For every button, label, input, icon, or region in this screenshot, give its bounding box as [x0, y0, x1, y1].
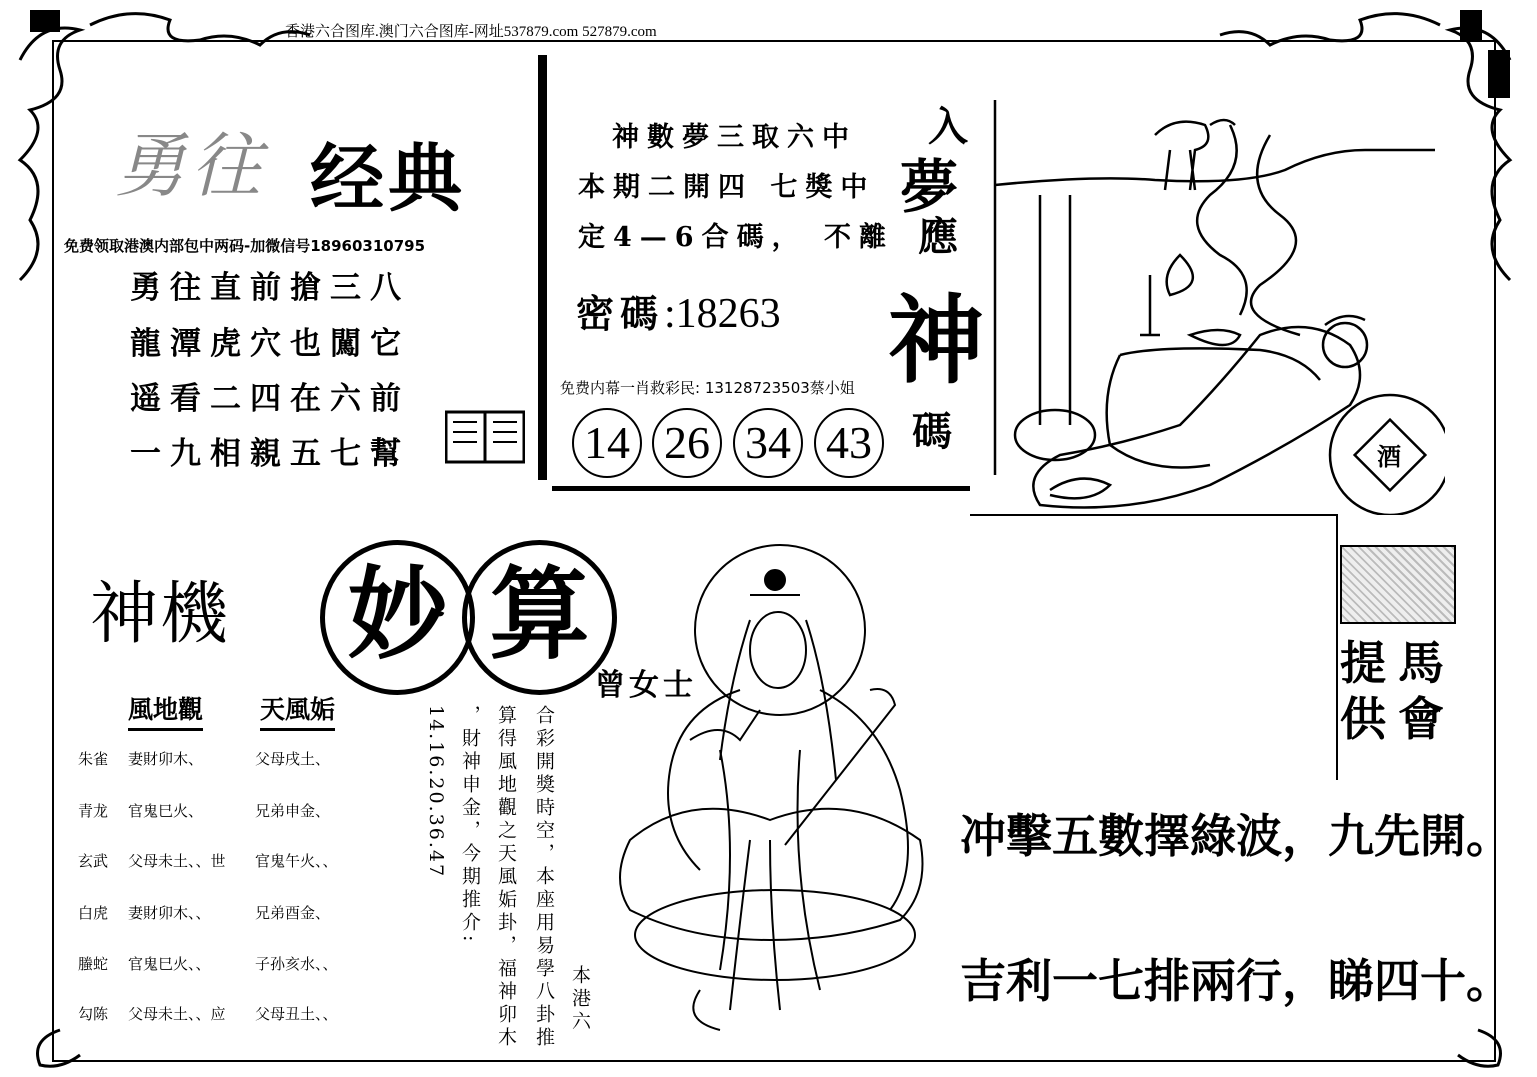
mahui-block — [1340, 635, 1458, 755]
dream-line: 本期二開四 七獎中 — [578, 172, 876, 203]
poem-line: 龍潭虎穴也闖它 — [130, 326, 410, 362]
gua-cell: 妻財卯木、、 — [128, 904, 211, 922]
mima-label: 密碼 — [576, 291, 665, 336]
divider-vertical — [538, 55, 547, 480]
mima-value: :18263 — [664, 291, 781, 337]
vertical-title-char: 入 — [928, 103, 968, 150]
panel-divider — [970, 514, 1338, 516]
suan-circle: 算 — [462, 540, 617, 695]
gua-cell: 妻財卯木、 — [128, 750, 204, 768]
mahui-char: 馬 — [1398, 636, 1444, 690]
vertical-title-char: 碼 — [912, 408, 952, 455]
dream-line: 定4—6合碼， 不離 — [578, 222, 894, 253]
gua-cell: 子孙亥水、、 — [255, 955, 338, 973]
shenji-title: 神機 — [90, 575, 231, 654]
miao-circle: 妙 — [320, 540, 475, 695]
author-name: 曾女士 — [595, 668, 697, 703]
illustration-deity — [600, 540, 945, 1040]
gua-cell: 父母丑土、、 — [255, 1005, 338, 1023]
title-faded: 勇往 — [115, 125, 267, 207]
number-ball: 14 — [572, 408, 642, 478]
vertical-text-col: 算得風地觀之天風姤卦，福神卯木 — [495, 705, 517, 1050]
gua-cell: 父母未土、、应 — [128, 1005, 226, 1023]
faded-stamp — [1340, 545, 1456, 624]
number-ball: 43 — [814, 408, 884, 478]
dream-line: 神數夢三取六中 — [612, 122, 857, 153]
gua-row-name: 白虎 — [78, 904, 109, 922]
vertical-text-col: ，財神申金，今期推介: — [459, 705, 481, 946]
gua-row-name: 勾陈 — [78, 1005, 109, 1023]
vertical-title-char: 夢 — [900, 153, 959, 221]
vertical-title-char: 應 — [918, 213, 958, 260]
mahui-char: 提 — [1340, 636, 1386, 690]
gua-cell: 官鬼巳火、 — [128, 802, 204, 820]
free-contact-line: 免费领取港澳内部包中两码-加微信号18960310795 — [64, 237, 426, 255]
panel-divider — [1336, 515, 1338, 780]
divider-horizontal — [552, 486, 970, 491]
gua-row-name: 螣蛇 — [78, 955, 109, 973]
svg-text:酒: 酒 — [1377, 442, 1401, 471]
gua-cell: 兄弟酉金、 — [255, 904, 331, 922]
vertical-text-col: 14.16.20.36.47 — [425, 705, 447, 879]
gua-row-name: 青龙 — [78, 802, 109, 820]
prediction-line-2: 吉利一七排兩行，睇四十。 — [960, 954, 1512, 1008]
header-url: 香港六合图库.澳门六合图库-网址537879.com 527879.com — [285, 24, 657, 40]
prediction-line-1: 冲擊五數擇綠波，九先開。 — [960, 809, 1512, 863]
gua-header-2: 天風姤 — [260, 690, 335, 731]
poem-line: 一九相親五七幫 — [130, 436, 410, 472]
gua-cell: 官鬼巳火、、 — [128, 955, 211, 973]
number-ball: 34 — [733, 408, 803, 478]
gua-header-1: 風地觀 — [128, 690, 203, 731]
mahui-char: 供 — [1340, 692, 1386, 746]
gua-cell: 父母戌土、 — [255, 750, 331, 768]
gua-cell: 父母未土、、世 — [128, 852, 226, 870]
mahui-char: 會 — [1398, 692, 1444, 746]
illustration-dreamer — [990, 95, 1445, 515]
poem-line: 遥看二四在六前 — [130, 381, 410, 417]
vertical-text-col: 合彩開獎時空，本座用易學八卦推 — [533, 705, 555, 1050]
mima-row — [576, 283, 781, 338]
title-jingdian: 经典 — [310, 136, 466, 222]
gua-cell: 官鬼午火、、 — [255, 852, 338, 870]
free-contact-line-2: 免费内幕一肖救彩民: 13128723503蔡小姐 — [560, 379, 855, 397]
vertical-title-char: 神 — [888, 284, 984, 397]
number-ball: 26 — [652, 408, 722, 478]
book-icon — [445, 408, 525, 464]
vertical-text-col: 本港六 — [569, 965, 591, 1034]
gua-row-name: 朱雀 — [78, 750, 109, 768]
gua-cell: 兄弟申金、 — [255, 802, 331, 820]
gua-row-name: 玄武 — [78, 852, 109, 870]
poem-line: 勇往直前搶三八 — [130, 270, 410, 306]
